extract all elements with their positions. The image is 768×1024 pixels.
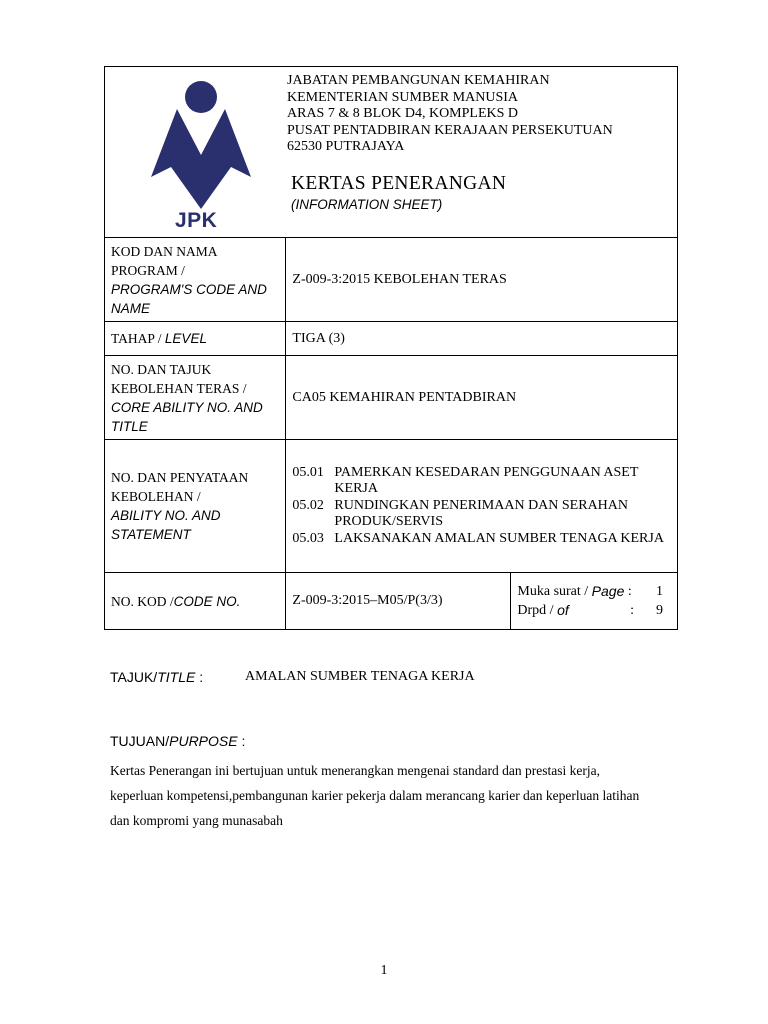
purpose-line: keperluan kompetensi,pembangunan karier pekerja dalam merancang karier dan keperluan latihan (110, 788, 640, 803)
document-title: KERTAS PENERANGAN (291, 173, 507, 194)
core-ability-label-ms: NO. DAN TAJUK KEBOLEHAN TERAS / (111, 361, 247, 396)
address-line: PUSAT PENTADBIRAN KERAJAAN PERSEKUTUAN (287, 122, 613, 138)
purpose-label-ms: TUJUAN/ (110, 733, 170, 749)
title-label-en: TITLE (157, 669, 196, 685)
jpk-logo (151, 81, 251, 233)
title-value: AMALAN SUMBER TENAGA KERJA (245, 669, 475, 684)
ability-no: 05.02 (292, 497, 324, 513)
ability-list (292, 465, 671, 548)
page-label-en: Page (591, 583, 625, 599)
core-ability-value: CA05 KEMAHIRAN PENTADBIRAN (286, 356, 678, 440)
code-label-cell (105, 573, 286, 630)
ability-text: PAMERKAN KESEDARAN PENGGUNAAN ASET KERJA (334, 464, 639, 497)
ability-label-cell (105, 440, 286, 573)
purpose-heading: TUJUAN/PURPOSE : (110, 733, 246, 749)
purpose-label-en: PURPOSE (169, 733, 238, 749)
program-label-ms: KOD DAN NAMA PROGRAM / (111, 243, 217, 278)
ability-label-ms: NO. DAN PENYATAAN KEBOLEHAN / (111, 470, 249, 504)
address-line: ARAS 7 & 8 BLOK D4, KOMPLEKS D (287, 106, 519, 121)
ability-item (292, 498, 671, 531)
address-line: KEMENTERIAN SUMBER MANUSIA (287, 89, 519, 105)
core-ability-label-cell (105, 356, 286, 440)
of-value: 9 (656, 603, 663, 618)
page-label-ms: Muka surat / (517, 584, 589, 599)
ability-text: RUNDINGKAN PENERIMAAN DAN SERAHAN PRODUK/SERVIS (334, 497, 629, 530)
ability-item (292, 465, 671, 498)
ability-label-en: ABILITY NO. AND STATEMENT (111, 508, 221, 542)
code-label-ms: NO. KOD / (111, 593, 174, 609)
program-value: Z-009-3:2015 KEBOLEHAN TERAS (286, 238, 678, 322)
ability-item (292, 531, 671, 548)
page-number: 1 (380, 963, 388, 978)
page-line: Muka surat / Page : 1 (517, 582, 671, 601)
ability-no: 05.01 (292, 464, 324, 480)
purpose-paragraph (110, 758, 670, 833)
page-info-cell (511, 573, 678, 630)
document-subtitle: (INFORMATION SHEET) (291, 197, 443, 212)
logo-text: JPK (175, 209, 218, 232)
address-line: 62530 PUTRAJAYA (287, 139, 405, 154)
code-value: Z-009-3:2015–M05/P(3/3) (286, 573, 511, 630)
level-label-ms: TAHAP / (111, 331, 162, 346)
purpose-line: dan kompromi yang munasabah (110, 813, 283, 828)
code-label-en: CODE NO. (173, 593, 241, 609)
address-block (287, 73, 613, 156)
title-label-ms: TAJUK/ (110, 669, 158, 685)
program-label-cell (105, 238, 286, 322)
address-line: JABATAN PEMBANGUNAN KEMAHIRAN (287, 73, 550, 88)
of-line: Drpd / of : 9 (517, 601, 671, 620)
of-label-ms: Drpd / (517, 603, 554, 618)
header-cell (105, 67, 678, 238)
title-line: TAJUK/TITLE : AMALAN SUMBER TENAGA KERJA (110, 669, 475, 685)
level-label-en: LEVEL (164, 331, 207, 346)
ability-list-cell (286, 440, 678, 573)
program-label-en: PROGRAM'S CODE AND NAME (111, 281, 267, 316)
core-ability-label-en: CORE ABILITY NO. AND TITLE (111, 399, 263, 434)
page-value: 1 (656, 584, 663, 599)
ability-text: LAKSANAKAN AMALAN SUMBER TENAGA KERJA (334, 530, 664, 546)
ability-no: 05.03 (292, 530, 324, 546)
document-header-table (104, 66, 678, 630)
purpose-line: Kertas Penerangan ini bertujuan untuk menerangkan mengenai standard dan prestasi kerja, (110, 763, 600, 778)
level-value: TIGA (3) (286, 322, 678, 356)
level-label-cell (105, 322, 286, 356)
of-label-en: of (557, 602, 569, 618)
